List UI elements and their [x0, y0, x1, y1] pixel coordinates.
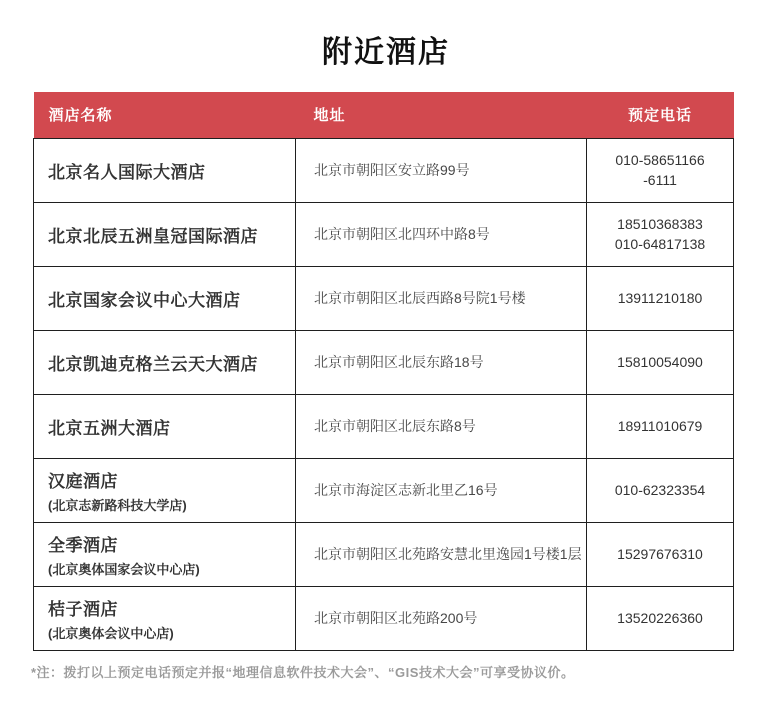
hotel-phone-cell [587, 266, 734, 330]
hotel-name: 北京国家会议中心大酒店 [48, 290, 241, 310]
hotel-address-cell: 北京市海淀区志新北里乙16号 [296, 458, 587, 522]
phone-line: -6111 [643, 172, 677, 188]
hotel-branch: (北京奥体会议中心店) [48, 625, 174, 641]
page-title: 附近酒店 [322, 36, 450, 69]
hotel-branch: (北京奥体国家会议中心店) [48, 561, 200, 577]
hotel-name-cell [34, 330, 296, 394]
hotel-table-body [34, 138, 734, 650]
hotel-name-cell [34, 138, 296, 202]
hotel-phone-cell [587, 138, 734, 202]
hotel-phone-cell [587, 458, 734, 522]
table-row [34, 330, 734, 394]
footnote: *注：拨打以上预定电话预定并报“地理信息软件技术大会”、“GIS技术大会”可享受协议价。 [31, 665, 575, 680]
hotel-name-cell [34, 458, 296, 522]
table-row [34, 266, 734, 330]
phone-line: 15810054090 [617, 353, 703, 370]
hotel-address-cell: 北京市朝阳区北辰东路8号 [296, 394, 587, 458]
hotel-table [33, 92, 734, 651]
table-row [34, 522, 734, 586]
hotel-address-cell: 北京市朝阳区北苑路200号 [296, 586, 587, 650]
table-row [34, 458, 734, 522]
phone-line: 15297676310 [617, 545, 703, 562]
table-row [34, 586, 734, 650]
hotel-name: 北京凯迪克格兰云天大酒店 [48, 354, 258, 374]
hotel-name: 全季酒店 [48, 535, 118, 555]
column-header-phone: 预定电话 [587, 92, 734, 138]
hotel-name-cell [34, 266, 296, 330]
phone-line: 13520226360 [617, 609, 703, 626]
hotel-address-cell: 北京市朝阳区北辰西路8号院1号楼 [296, 266, 587, 330]
hotel-name: 北京北辰五洲皇冠国际酒店 [48, 226, 258, 246]
hotel-name: 北京名人国际大酒店 [48, 162, 206, 182]
table-row [34, 138, 734, 202]
phone-line: 010-64817138 [614, 236, 706, 252]
phone-line: 18510368383 [617, 215, 703, 232]
hotel-name-cell [34, 522, 296, 586]
hotel-address-cell: 北京市朝阳区北苑路安慧北里逸园1号楼1层 [296, 522, 587, 586]
hotel-name-cell [34, 202, 296, 266]
phone-line: 010-62323354 [614, 481, 706, 498]
hotel-name: 北京五洲大酒店 [48, 418, 171, 438]
hotel-phone-cell [587, 394, 734, 458]
table-header-row [34, 92, 734, 138]
hotel-address-cell: 北京市朝阳区北辰东路18号 [296, 330, 587, 394]
column-header-address: 地址 [296, 92, 587, 138]
table-row [34, 394, 734, 458]
table-row [34, 202, 734, 266]
hotel-branch: (北京志新路科技大学店) [48, 497, 187, 513]
hotel-name: 桔子酒店 [48, 599, 118, 619]
hotel-phone-cell [587, 330, 734, 394]
hotel-address-cell: 北京市朝阳区北四环中路8号 [296, 202, 587, 266]
phone-line: 13911210180 [617, 289, 703, 306]
hotel-address-cell: 北京市朝阳区安立路99号 [296, 138, 587, 202]
hotel-phone-cell [587, 586, 734, 650]
hotel-name-cell [34, 586, 296, 650]
hotel-phone-cell [587, 202, 734, 266]
hotel-name-cell [34, 394, 296, 458]
phone-line: 18911010679 [617, 417, 703, 434]
hotel-name: 汉庭酒店 [48, 471, 118, 491]
column-header-hotel-name: 酒店名称 [34, 92, 296, 138]
hotel-phone-cell [587, 522, 734, 586]
phone-line: 010-58651166 [615, 151, 705, 168]
